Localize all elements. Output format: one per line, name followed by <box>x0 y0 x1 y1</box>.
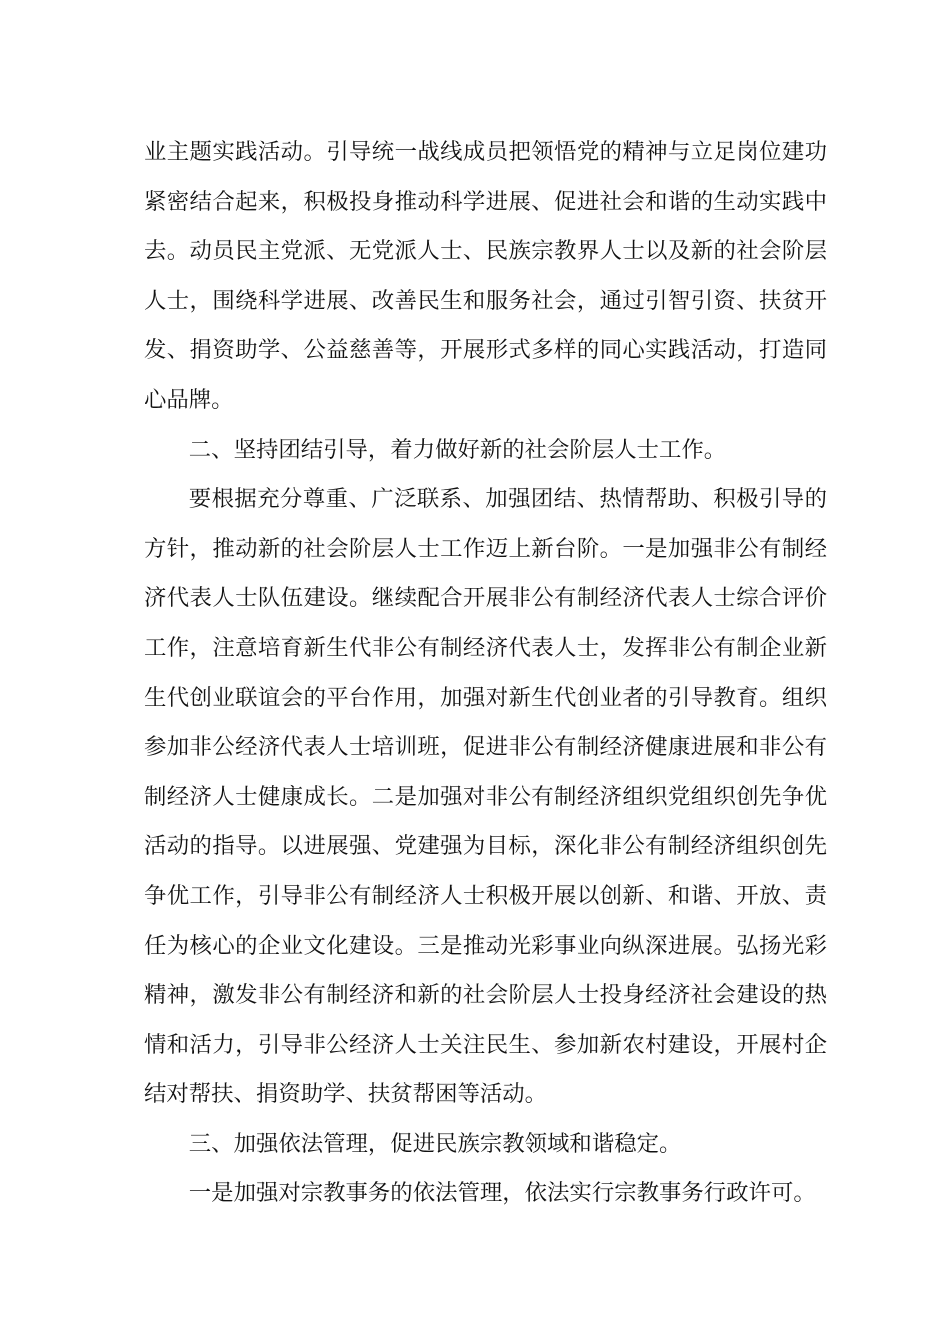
section-heading-three: 三、加强依法管理，促进民族宗教领域和谐稳定。 <box>188 1130 682 1157</box>
paragraph-new-social-strata: 要根据充分尊重、广泛联系、加强团结、热情帮助、积极引导的方针，推动新的社会阶层人士工作迈上新台阶。一是加强非公有制经济代表人士队伍建设。继续配合开展非公有制经济代表人士综合评价工作，注意培育新生代非公有制经济代表人士，发挥非公有制企业新生代创业联谊会的平台作用，加强对新生代创业者的引导教育。组织参加非公经济代表人士培训班，促进非公有制经济健康进展和非公有制经济人士健康成长。二是加强对非公有制经济组织党组织创先争优活动的指导。以进展强、党建强为目标，深化非公有制经济组织创先争优工作，引导非公有制经济人士积极开展以创新、和谐、开放、责任为核心的企业文化建设。三是推动光彩事业向纵深进展。弘扬光彩精神，激发非公有制经济和新的社会阶层人士投身经济社会建设的热情和活力，引导非公经济人士关注民生、参加新农村建设，开展村企结对帮扶、捐资助学、扶贫帮困等活动。 <box>144 486 827 1108</box>
document-body <box>144 128 827 1219</box>
paragraph-religious-affairs: 一是加强对宗教事务的依法管理，依法实行宗教事务行政许可。 <box>188 1180 816 1207</box>
section-heading-two: 二、坚持团结引导，着力做好新的社会阶层人士工作。 <box>188 436 727 463</box>
paragraph-practice-activities: 业主题实践活动。引导统一战线成员把领悟党的精神与立足岗位建功紧密结合起来，积极投身推动科学进展、促进社会和谐的生动实践中去。动员民主党派、无党派人士、民族宗教界人士以及新的社会阶层人士，围绕科学进展、改善民生和服务社会，通过引智引资、扶贫开发、捐资助学、公益慈善等，开展形式多样的同心实践活动，打造同心品牌。 <box>144 139 827 413</box>
